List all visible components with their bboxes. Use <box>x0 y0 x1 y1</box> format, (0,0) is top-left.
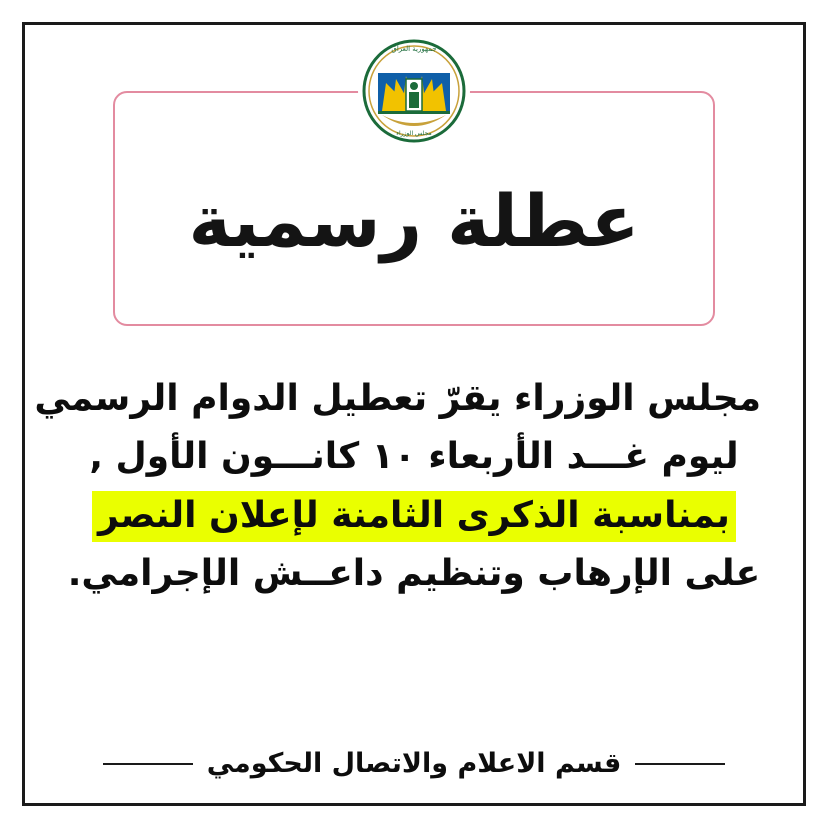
highlighted-text: بمناسبة الذكرى الثامنة لإعلان النصر <box>92 491 736 542</box>
body-line: ليوم غـــد الأربعاء ١٠ كانـــون الأول , <box>89 436 739 478</box>
footer <box>25 748 803 779</box>
announcement-body <box>34 370 761 603</box>
svg-text:جمهورية العراق: جمهورية العراق <box>391 45 437 53</box>
iraq-council-of-ministers-emblem-icon <box>362 39 466 143</box>
emblem-container <box>358 35 470 147</box>
body-line-highlighted <box>67 487 761 545</box>
body-line: على الإرهاب وتنظيم داعــش الإجرامي. <box>67 552 761 594</box>
poster-frame <box>22 22 806 806</box>
footer-divider-right <box>635 763 725 765</box>
footer-divider-left <box>103 763 193 765</box>
footer-label: قسم الاعلام والاتصال الحكومي <box>206 748 622 779</box>
svg-text:مجلس الوزراء: مجلس الوزراء <box>396 130 432 137</box>
page-title: عطلة رسمية <box>188 178 640 263</box>
body-line: مجلس الوزراء يقرّ تعطيل الدوام الرسمي <box>34 378 761 419</box>
